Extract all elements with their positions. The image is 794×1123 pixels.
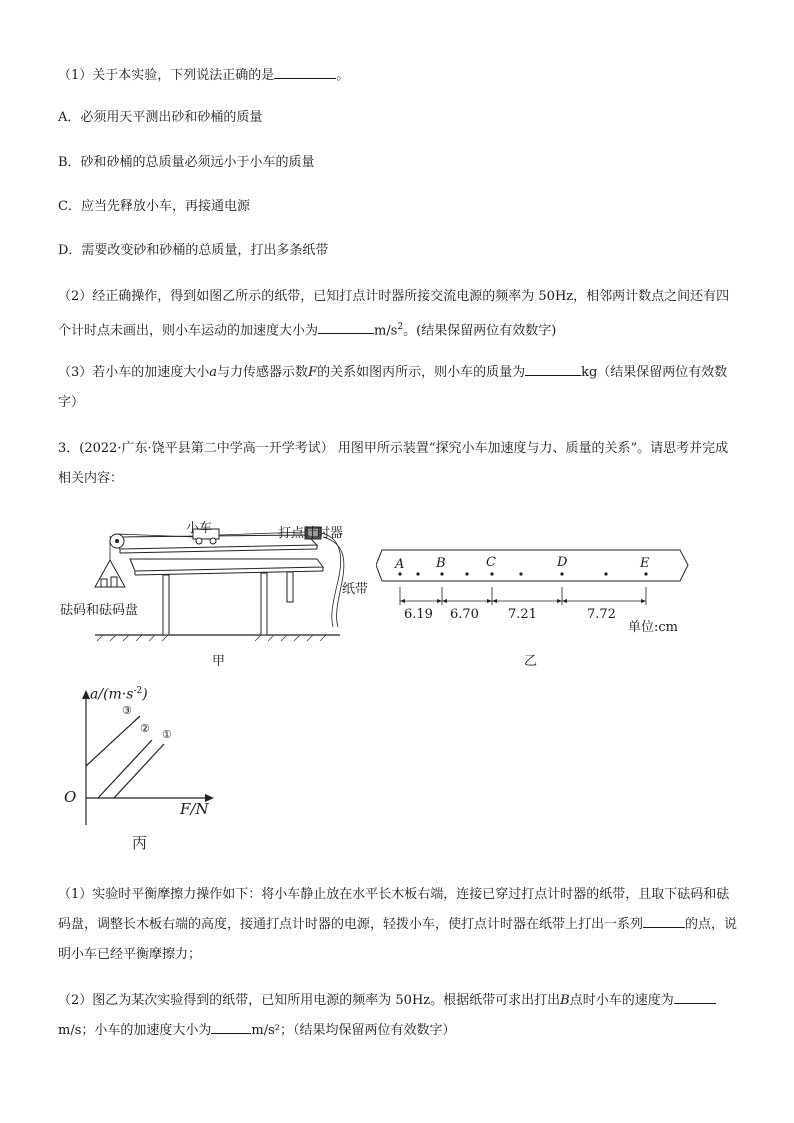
point-D: D	[557, 555, 568, 570]
line-label-3: ③	[122, 704, 132, 717]
q2-part3	[58, 358, 738, 418]
q3-part1	[58, 880, 738, 970]
answer-blank[interactable]	[674, 989, 716, 1004]
q3-part2-mid2: m/s；小车的加速度大小为	[58, 1023, 212, 1038]
tape-dot	[398, 572, 401, 575]
caption-bing: 丙	[132, 834, 148, 852]
q3-part1-text: （1）实验时平衡摩擦力操作如下：将小车静止放在水平长木板右端，连接已穿过打点计时器的纸带，且取下砝码和砝码盘，调整长木板右端的高度，接通打点计时器的电源，轻拨小车，使打点计时器在纸带上打出一系列	[58, 887, 730, 932]
q2-part2-text: （2）经正确操作，得到如图乙所示的纸带，已知打点计时器所接交流电源的频率为 50Hz，相邻两计数点之间还有四个计时点未画出，则小车运动的加速度大小为	[58, 289, 730, 339]
distance-CD: 7.21	[508, 607, 537, 622]
label-weights: 砝码和砝码盘	[60, 603, 139, 618]
q2-part2	[58, 282, 738, 346]
tape-dot	[440, 572, 443, 575]
label-timer: 打点计时器	[278, 526, 344, 541]
q2-part3-mid2: 的关系如图丙所示，则小车的质量为	[317, 365, 526, 380]
distance-AB: 6.19	[404, 607, 433, 622]
option-a: A．必须用天平测出砂和砂桶的质量	[58, 110, 263, 125]
answer-blank[interactable]	[274, 64, 336, 79]
tape-dot	[519, 572, 522, 575]
point-B: B	[436, 556, 446, 571]
tape-dot	[560, 572, 563, 575]
caption-jia: 甲	[212, 654, 226, 669]
caption-yi: 乙	[524, 654, 538, 669]
q3-intro: 3．(2022·广东·饶平县第二中学高一开学考试） 用图甲所示装置“探究小车加速度与力、质量的关系”。请思考并完成相关内容：	[58, 441, 729, 486]
x-axis-label: F/N	[180, 800, 209, 818]
answer-blank[interactable]	[643, 913, 685, 928]
label-tape: 纸带	[342, 582, 369, 597]
label-car: 小车	[186, 521, 213, 536]
q3-part2	[58, 986, 738, 1046]
q2-part1	[58, 64, 349, 86]
q2-part3-end: kg（结果保留两位有效数字）	[58, 365, 728, 410]
q2-part2-end: 。(结果保留两位有效数字)	[403, 323, 557, 339]
tape-dot	[465, 572, 468, 575]
tape-dot	[604, 572, 607, 575]
point-A: A	[395, 557, 405, 572]
q3-part2-end: m/s²；（结果均保留两位有效数字）	[251, 1023, 456, 1038]
q2-part1-end: 。	[336, 68, 350, 83]
y-axis-text: a/(m·s	[90, 686, 134, 703]
q3-part2-text: （2）图乙为某次实验得到的纸带，已知所用电源的频率为 50Hz。根据纸带可求出打出	[58, 993, 561, 1008]
line-label-2: ②	[140, 722, 150, 735]
unit-label: 单位:cm	[628, 620, 678, 635]
option-d: D．需要改变砂和砂桶的总质量，打出多条纸带	[58, 243, 329, 258]
q2-part1-text: （1）关于本实验，下列说法正确的是	[58, 68, 275, 83]
y-axis-sup: -2	[133, 686, 143, 696]
option-b: B．砂和砂桶的总质量必须远小于小车的质量	[58, 155, 315, 170]
q2-part3-mid: 与力传感器示数	[217, 365, 309, 380]
distance-BC: 6.70	[450, 607, 479, 622]
line-label-1: ①	[162, 728, 172, 741]
line-3	[86, 716, 140, 766]
var-B: B	[560, 993, 570, 1008]
q3-part1-end: 的点，说明小车已经平衡摩擦力；	[58, 917, 738, 962]
point-C: C	[486, 555, 496, 570]
line-2	[98, 740, 152, 798]
tape-dot	[416, 572, 419, 575]
line-1	[114, 744, 164, 798]
var-a: a	[209, 365, 218, 380]
unit-sup: 2	[397, 322, 404, 332]
distance-DE: 7.72	[587, 607, 616, 622]
q2-part3-text: （3）若小车的加速度大小	[58, 365, 210, 380]
y-axis-end: )	[142, 686, 148, 703]
q3-part2-mid: 点时小车的速度为	[569, 993, 674, 1008]
option-c: C．应当先释放小车，再接通电源	[58, 199, 250, 214]
answer-blank[interactable]	[525, 361, 581, 376]
unit: m/s	[374, 323, 398, 339]
answer-blank[interactable]	[211, 1019, 251, 1034]
answer-blank[interactable]	[318, 319, 374, 334]
tape-dot	[644, 572, 647, 575]
var-F: F	[308, 365, 318, 380]
y-axis-label	[90, 686, 148, 703]
tape-dot	[490, 572, 493, 575]
origin-label: O	[64, 788, 77, 806]
point-E: E	[640, 556, 650, 571]
